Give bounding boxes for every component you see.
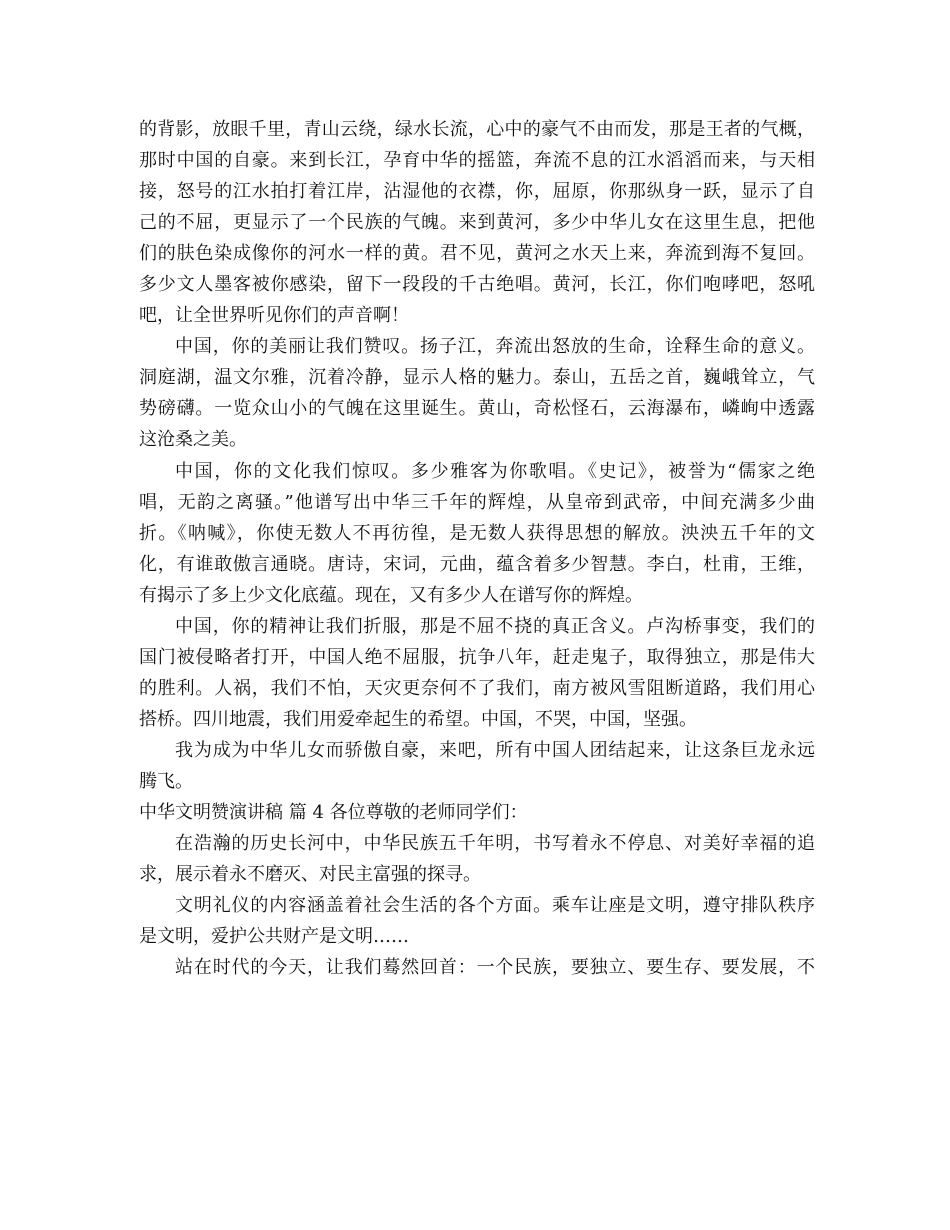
document-body bbox=[139, 114, 815, 983]
text-line: 的胜利。人祸，我们不怕，天灾更奈何不了我们，南方被风雪阻断道路，我们用心 bbox=[139, 677, 815, 699]
text-line: 有揭示了多上少文化底蕴。现在，又有多少人在谱写你的辉煌。 bbox=[139, 584, 643, 606]
text-line: 是文明，爱护公共财产是文明…… bbox=[139, 926, 409, 948]
text-line: 这沧桑之美。 bbox=[139, 429, 247, 451]
section-heading: 中华文明赞演讲稿 篇 4 各位尊敬的老师同学们： bbox=[139, 802, 528, 824]
text-line: 国门被侵略者打开，中国人绝不屈服，抗争八年，赶走鬼子，取得独立，那是伟大 bbox=[139, 646, 815, 668]
paragraph-first-line: 文明礼仪的内容涵盖着社会生活的各个方面。乘车让座是文明，遵守排队秩序 bbox=[175, 895, 815, 917]
paragraph-first-line: 站在时代的今天，让我们蓦然回首：一个民族，要独立、要生存、要发展，不 bbox=[175, 957, 815, 979]
text-line: 己的不屈，更显示了一个民族的气魄。来到黄河，多少中华儿女在这里生息，把他 bbox=[139, 212, 815, 234]
text-line: 唱，无韵之离骚。”他谱写出中华三千年的辉煌，从皇帝到武帝，中间充满多少曲 bbox=[139, 491, 815, 513]
text-line: 接，怒号的江水拍打着江岸，沾湿他的衣襟，你，屈原，你那纵身一跃，显示了自 bbox=[139, 181, 815, 203]
text-line: 多少文人墨客被你感染，留下一段段的千古绝唱。黄河，长江，你们咆哮吧，怒吼 bbox=[139, 274, 815, 296]
text-line: 势磅礴。一览众山小的气魄在这里诞生。黄山，奇松怪石，云海瀑布，嶙峋中透露 bbox=[139, 398, 815, 420]
text-line: 吧，让全世界听见你们的声音啊！ bbox=[139, 305, 409, 327]
paragraph-first-line: 中国，你的美丽让我们赞叹。扬子江，奔流出怒放的生命，诠释生命的意义。 bbox=[175, 336, 815, 358]
text-line: 搭桥。四川地震，我们用爱牵起生的希望。中国，不哭，中国，坚强。 bbox=[139, 708, 697, 730]
text-line: 们的肤色染成像你的河水一样的黄。君不见，黄河之水天上来，奔流到海不复回。 bbox=[139, 243, 815, 265]
text-line: 的背影，放眼千里，青山云绕，绿水长流，心中的豪气不由而发，那是王者的气概， bbox=[139, 119, 815, 140]
text-line: 洞庭湖，温文尔雅，沉着冷静，显示人格的魅力。泰山，五岳之首，巍峨耸立，气 bbox=[139, 367, 815, 389]
paragraph-first-line: 在浩瀚的历史长河中，中华民族五千年明，书写着永不停息、对美好幸福的追 bbox=[175, 833, 815, 855]
paragraph-first-line: 中国，你的精神让我们折服，那是不屈不挠的真正含义。卢沟桥事变，我们的 bbox=[175, 615, 815, 637]
text-line: 腾飞。 bbox=[139, 770, 193, 792]
text-line: 折。《呐喊》，你使无数人不再彷徨，是无数人获得思想的解放。泱泱五千年的文 bbox=[139, 522, 815, 544]
paragraph-first-line: 中国，你的文化我们惊叹。多少雅客为你歌唱。《史记》，被誉为“儒家之绝 bbox=[175, 460, 815, 482]
text-line: 化，有谁敢傲言通晓。唐诗，宋词，元曲，蕴含着多少智慧。李白，杜甫，王维， bbox=[139, 553, 815, 575]
text-line: 那时中国的自豪。来到长江，孕育中华的摇篮，奔流不息的江水滔滔而来，与天相 bbox=[139, 150, 815, 172]
text-line: 求，展示着永不磨灭、对民主富强的探寻。 bbox=[139, 864, 481, 886]
paragraph-first-line: 我为成为中华儿女而骄傲自豪，来吧，所有中国人团结起来，让这条巨龙永远 bbox=[175, 739, 815, 761]
